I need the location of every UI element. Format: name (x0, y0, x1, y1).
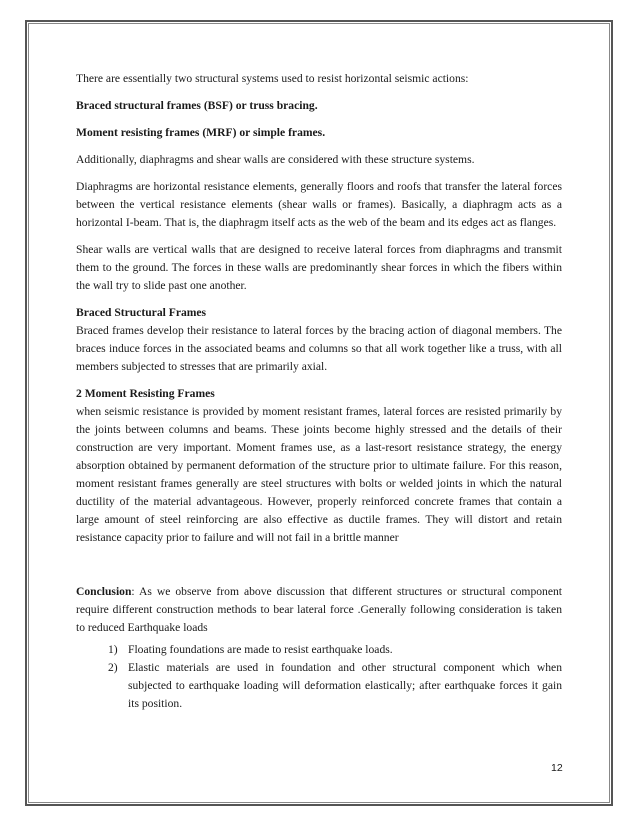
additional-paragraph: Additionally, diaphragms and shear walls are considered with these structure systems. (76, 153, 475, 166)
shear-walls-paragraph: Shear walls are vertical walls that are designed to receive lateral forces from diaphragms and transmit them to the ground. The forces in these walls are predominantly shear forces in which the fibers within the wall try to slide past one another. (76, 243, 562, 292)
intro-paragraph: There are essentially two structural systems used to resist horizontal seismic actions: (76, 72, 469, 85)
system-braced-heading: Braced structural frames (BSF) or truss bracing. (76, 99, 318, 112)
list-item (108, 641, 562, 659)
conclusion-list (76, 641, 562, 713)
diaphragms-paragraph: Diaphragms are horizontal resistance elements, generally floors and roofs that transfer the lateral forces between the vertical resistance elements (shear walls or frames). Basically, a diaphragm acts as a horizontal I-beam. That is, the diaphragm itself acts as the web of the beam and its edges act as flanges. (76, 180, 562, 229)
list-item (108, 659, 562, 713)
list-item-number: 1) (108, 643, 118, 656)
moment-frames-body: when seismic resistance is provided by moment resistant frames, lateral forces are resisted primarily by the joints between columns and beams. These joints become highly stressed and the details of their construction are very important. Moment frames use, as a last-resort resistance strategy, the energy absorption obtained by permanent deformation of the structure prior to ultimate failure. For this reason, moment resistant frames generally are steel structures with bolts or welded joints in which the natural ductility of the material advantageous. However, properly reinforced concrete frames that contain a large amount of steel reinforcing are also effective as ductile frames. They will distort and retain resistance capacity prior to failure and will not fail in a brittle manner (76, 405, 562, 544)
list-item-text: Elastic materials are used in foundation and other structural component which when subjected to earthquake loading will deformation elastically; after earthquake forces it gain its position. (128, 661, 562, 710)
page-number: 12 (551, 762, 563, 774)
section-gap (76, 556, 562, 583)
conclusion-body: : As we observe from above discussion that different structures or structural component require different construction methods to bear lateral force .Generally following consideration is taken to reduced Earthquake loads (76, 585, 562, 634)
braced-frames-heading: Braced Structural Frames (76, 306, 207, 319)
braced-frames-section (76, 304, 562, 376)
conclusion-section (76, 583, 562, 713)
conclusion-label: Conclusion (76, 585, 132, 598)
braced-frames-body: Braced frames develop their resistance to lateral forces by the bracing action of diagonal members. The braces induce forces in the associated beams and columns so that all work together like a truss, with all members subjected to stresses that are primarily axial. (76, 324, 562, 373)
document-body (76, 70, 562, 722)
list-item-number: 2) (108, 661, 118, 674)
moment-frames-section (76, 385, 562, 547)
system-moment-heading: Moment resisting frames (MRF) or simple frames. (76, 126, 326, 139)
list-item-text: Floating foundations are made to resist earthquake loads. (128, 643, 393, 656)
moment-frames-heading: 2 Moment Resisting Frames (76, 387, 215, 400)
